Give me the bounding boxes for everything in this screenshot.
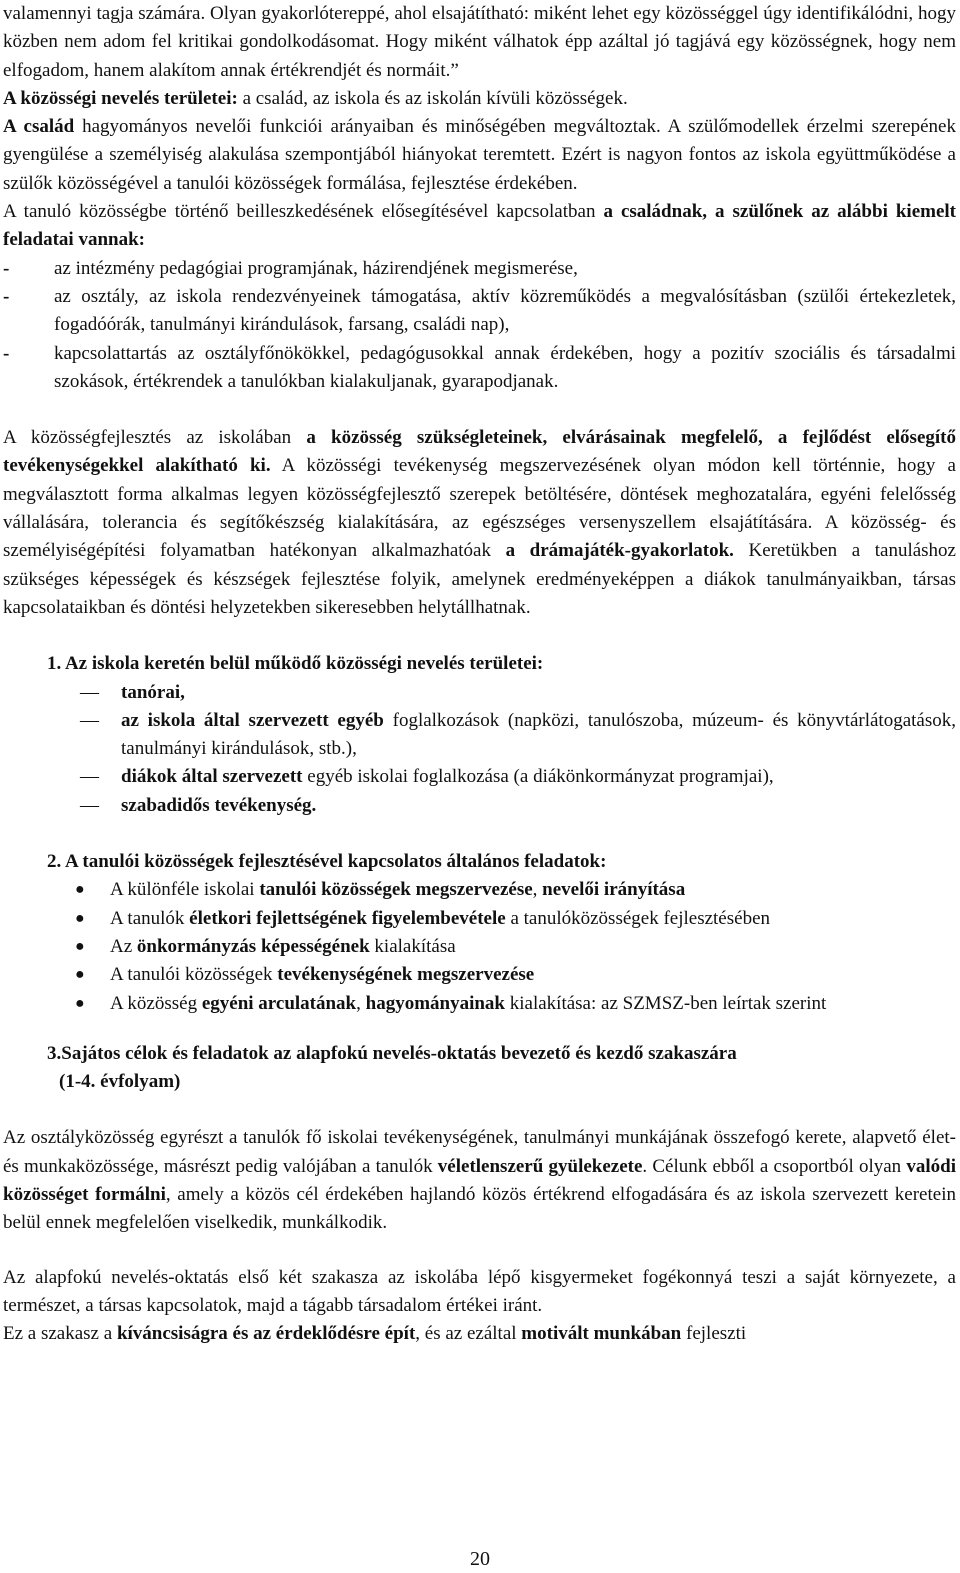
list-item: - kapcsolattartás az osztályfőnökökkel, pedagógusokkal annak érdekében, hogy a pozitív szociális és társadalmi szokások, értékrendek a tanulókban kialakuljanak, gyarapodjanak. [3, 342, 956, 392]
family-label: A család [3, 116, 75, 138]
page-number: 20 [470, 1548, 490, 1570]
family-paragraph: A család hagyományos nevelői funkciói arányaiban és minőségében megváltoztak. A szülőmodellek érzelmi szerepének gyengülése a személyiség alakulása szempontjából hiányokat teremtett. Ezért is nagyon fontos az iskola együttműködése a szülők közösségével a tanulói közösségek formálása, fejlesztése érdekében. [3, 116, 956, 194]
general-tasks-list [3, 876, 956, 1017]
list-item: - az intézmény pedagógiai programjának, házirendjének megismerése, [3, 257, 578, 279]
list-item: ● A tanulói közösségek tevékenységének megszervezése [3, 961, 956, 989]
list-item: - az osztály, az iskola rendezvényeinek támogatása, aktív közreműködés a megvalósításban (szülői értekezletek, fogadóórák, tanulmányi kirándulások, farsang, családi nap), [3, 285, 956, 336]
section-heading-3-subtitle: (1-4. évfolyam) [59, 1071, 181, 1093]
list-item: ● A közösség egyéni arculatának, hagyományainak kialakítása: az SZMSZ-ben leírtak szerint [3, 990, 956, 1018]
list-item: — tanórai, [80, 681, 185, 703]
school-areas-list [3, 679, 956, 820]
list-item: — szabadidős tevékenység. [80, 794, 317, 816]
community-areas-label: A közösségi nevelés területei: [3, 87, 238, 109]
bullet-icon: ● [75, 994, 85, 1012]
class-community-paragraph: Az osztályközösség egyrészt a tanulók fő iskolai tevékenységének, tanulmányi munkájának összefogó kerete, alapvető élet- és munkaközössége, másrészt pedig valójában a tanulók véletlenszerű gyülekezete. Célunk ebből a csoportból olyan valódi közösséget formálni, amely a közös cél érdekében hajlandó közös értékrend elfogadására és az iskola szervezett keretein belül ennek megfelelően viselkedik, munkálkodik. [3, 1127, 956, 1234]
section-heading-1: 1. Az iskola keretén belül működő közösségi nevelés területei: [47, 653, 544, 675]
list-item: ● Az önkormányzás képességének kialakítása [3, 933, 956, 961]
section-heading-3: 3.Sajátos célok és feladatok az alapfokú nevelés-oktatás bevezető és kezdő szakaszára [47, 1042, 737, 1064]
parent-tasks-list [3, 255, 956, 396]
bullet-icon: ● [75, 937, 85, 955]
parent-tasks-paragraph: A tanuló közösségbe történő beilleszkedésének elősegítésével kapcsolatban a családnak, a szülőnek az alábbi kiemelt feladatai vannak: [3, 201, 956, 251]
curiosity-paragraph: Ez a szakasz a kíváncsiságra és az érdeklődésre épít, és az ezáltal motivált munkában fejleszti [3, 1323, 747, 1345]
document-page [3, 0, 956, 1348]
community-development-paragraph: A közösségfejlesztés az iskolában a közösség szükségleteinek, elvárásainak megfelelő, a fejlődést elősegítő tevékenységekkel alakítható ki. A közösségi tevékenység megszervezésének olyan módon kell történnie, hogy a megválasztott forma alkalmas legyen közösségfejlesztő szerepek betöltésére, döntések meghozatalára, egyéni felelősség vállalására, tolerancia és segítőkészség kialakítására, az egészséges versenyszellem elsajátítására. A közösség- és személyiségépítési folyamatban hatékonyan alkalmazhatóak a drámajáték-gyakorlatok. Keretükben a tanuláshoz szükséges képességek és készségek fejlesztése folyik, amelynek eredményeképpen a diákok tanulmányaikban, társas kapcsolataikban és döntési helyzetekben sikeresebben helytállhatnak. [3, 427, 956, 618]
list-item: ● A különféle iskolai tanulói közösségek megszervezése, nevelői irányítása [3, 876, 956, 904]
bullet-icon: ● [75, 909, 85, 927]
community-areas-paragraph: A közösségi nevelés területei: a család, az iskola és az iskolán kívüli közösségek. [3, 87, 628, 109]
bullet-icon: ● [75, 966, 85, 984]
intro-paragraph: valamennyi tagja számára. Olyan gyakorlótereppé, ahol elsajátítható: miként lehet egy közösséggel úgy identifikálódni, hogy közben nem adom fel kritikai gondolkodásomat. Hogy miként válhatok épp azáltal jó tagjává egy közösségnek, hogy nem elfogadom, hanem alakítom annak értékrendjét és normáit.” [3, 3, 956, 81]
primary-stage-paragraph: Az alapfokú nevelés-oktatás első két szakasza az iskolába lépő kisgyermeket fogékonnyá teszi a saját környezete, a természet, a társas kapcsolatok, majd a tágabb társadalom értékei iránt. [3, 1266, 956, 1316]
list-item: — diákok által szervezett egyéb iskolai foglalkozása (a diákönkormányzat programjai), [80, 766, 774, 788]
list-item: ● A tanulók életkori fejlettségének figyelembevétele a tanulóközösségek fejlesztésében [3, 905, 956, 933]
section-heading-2: 2. A tanulói közösségek fejlesztésével kapcsolatos általános feladatok: [47, 851, 607, 873]
bullet-icon: ● [75, 881, 85, 899]
list-item: — az iskola által szervezett egyéb foglalkozások (napközi, tanulószoba, múzeum- és könyvtárlátogatások, tanulmányi kirándulások, stb.), [80, 709, 956, 760]
